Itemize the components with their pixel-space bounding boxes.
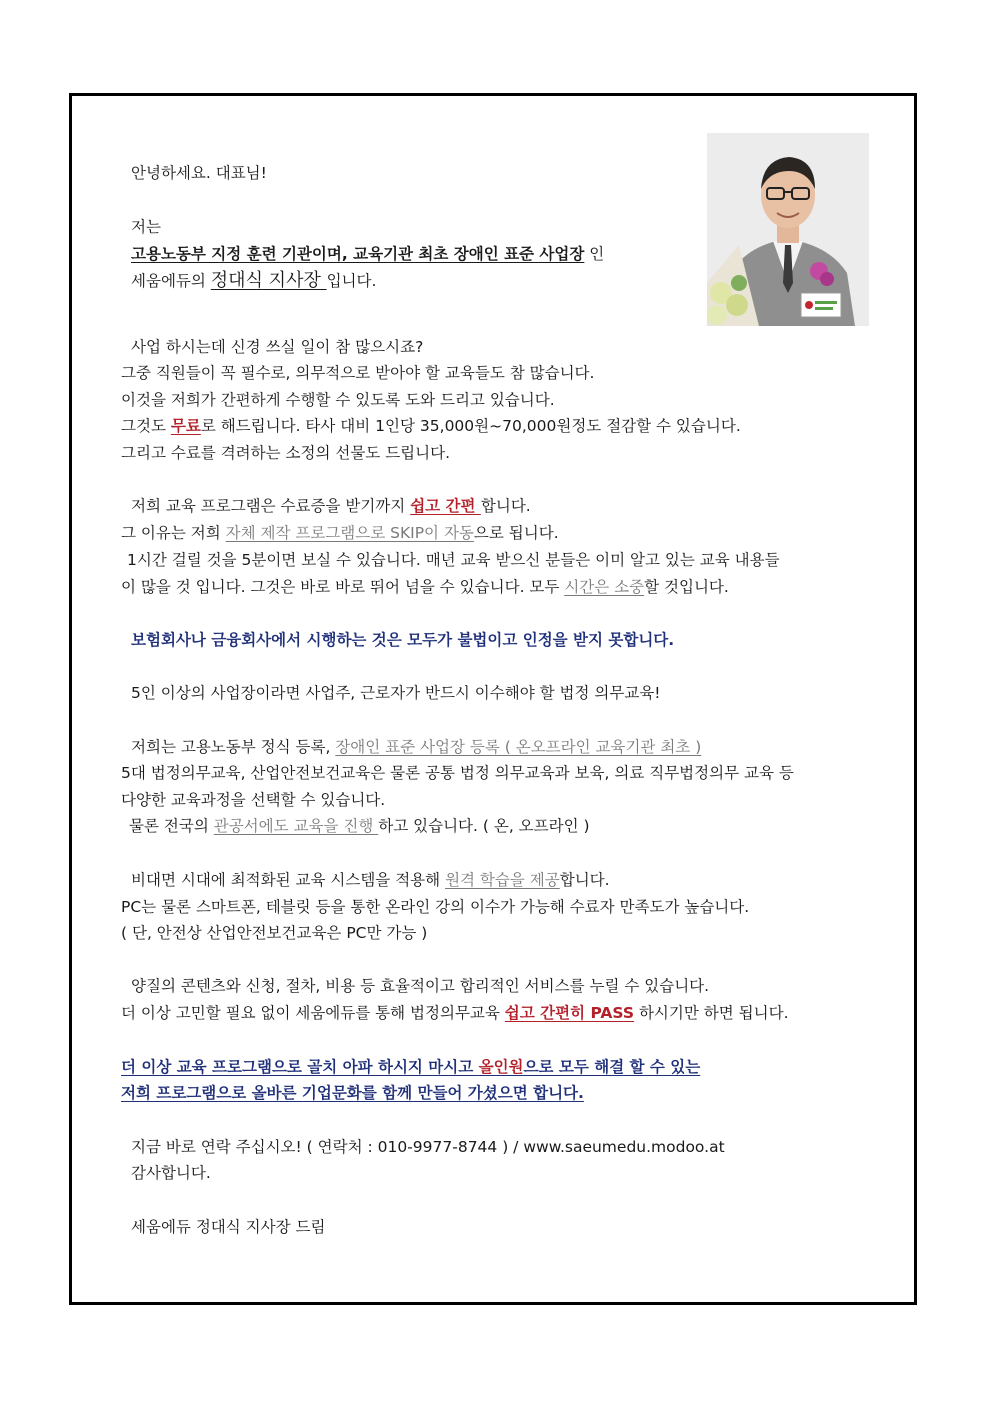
easy-highlight: 쉽고 간편: [410, 497, 481, 515]
p2-line-4: 이 많을 것 입니다. 그것은 바로 바로 뛰어 넘을 수 있습니다. 모두 시간은 소중할 것입니다.: [121, 578, 729, 596]
intro-line-3: 세움에듀의 정대식 지사장 입니다.: [131, 270, 377, 291]
remote-highlight: 원격 학습을 제공: [445, 871, 560, 889]
p2-line-3: 1시간 걸릴 것을 5분이면 보실 수 있습니다. 매년 교육 받으신 분들은 이미 알고 있는 교육 내용들: [127, 551, 780, 569]
intro-line-1: 저는: [131, 218, 161, 236]
signature-line: 세움에듀 정대식 지사장 드림: [131, 1218, 326, 1236]
all-in-one-highlight: 올인원: [478, 1058, 524, 1076]
p5-line-1: 비대면 시대에 최적화된 교육 시스템을 적용해 원격 학습을 제공합니다.: [131, 871, 610, 889]
p4-line-3: 다양한 교육과정을 선택할 수 있습니다.: [121, 791, 386, 809]
p4-line-1: 저희는 고용노동부 정식 등록, 장애인 표준 사업장 등록 ( 온오프라인 교육기관 최초 ): [131, 738, 702, 756]
p1-line-4: 그것도 무료로 해드립니다. 타사 대비 1인당 35,000원~70,000원정도 절감할 수 있습니다.: [121, 417, 741, 435]
contact-line: 지금 바로 연락 주십시오! ( 연락처 : 010-9977-8744 ) / www.saeumedu.modoo.at: [131, 1138, 725, 1156]
government-highlight: 관공서에도 교육을 진행: [213, 817, 379, 835]
intro-credential: 고용노동부 지정 훈련 기관이며, 교육기관 최초 장애인 표준 사업장: [131, 245, 585, 263]
p6-line-2: 더 이상 고민할 필요 없이 세움에듀를 통해 법정의무교육 쉽고 간편히 PASS 하시기만 하면 됩니다.: [121, 1004, 789, 1022]
warning-line: 보험회사나 금융회사에서 시행하는 것은 모두가 불법이고 인정을 받지 못합니다.: [131, 631, 675, 649]
p1-line-2: 그중 직원들이 꼭 필수로, 의무적으로 받아야 할 교육들도 참 많습니다.: [121, 364, 595, 382]
p1-line-1: 사업 하시는데 신경 쓰실 일이 참 많으시죠?: [131, 338, 424, 356]
p2-line-1: 저희 교육 프로그램은 수료증을 받기까지 쉽고 간편 합니다.: [131, 497, 531, 515]
p3-line: 5인 이상의 사업장이라면 사업주, 근로자가 반드시 이수해야 할 법정 의무교육!: [131, 684, 661, 702]
pass-highlight: 쉽고 간편히 PASS: [504, 1004, 635, 1022]
p6-line-1: 양질의 콘텐츠와 신청, 절차, 비용 등 효율적이고 합리적인 서비스를 누릴 수 있습니다.: [131, 977, 710, 995]
closing-line-2: 저희 프로그램으로 올바른 기업문화를 함께 만들어 가셨으면 합니다.: [121, 1084, 584, 1102]
p1-line-3: 이것을 저희가 간편하게 수행할 수 있도록 도와 드리고 있습니다.: [121, 391, 555, 409]
intro-line-2: 고용노동부 지정 훈련 기관이며, 교육기관 최초 장애인 표준 사업장 인: [131, 245, 605, 263]
time-highlight: 시간은 소중: [564, 578, 645, 596]
p4-line-4: 물론 전국의 관공서에도 교육을 진행 하고 있습니다. ( 온, 오프라인 ): [129, 817, 590, 835]
registration-highlight: 장애인 표준 사업장 등록 ( 온오프라인 교육기관 최초 ): [335, 738, 702, 756]
skip-highlight: 자체 제작 프로그램으로 SKIP이 자동: [225, 524, 474, 542]
closing-line-1: 더 이상 교육 프로그램으로 골치 아파 하시지 마시고 올인원으로 모두 해결 할 수 있는: [121, 1058, 701, 1076]
p5-line-3: ( 단, 안전상 산업안전보건교육은 PC만 가능 ): [121, 924, 428, 942]
sender-name: 정대식 지사장: [210, 270, 327, 291]
greeting: 안녕하세요. 대표님!: [131, 164, 267, 182]
free-highlight: 무료: [170, 417, 201, 435]
p5-line-2: PC는 물론 스마트폰, 테블릿 등을 통한 온라인 강의 이수가 가능해 수료자 만족도가 높습니다.: [121, 898, 750, 916]
profile-photo: [707, 133, 869, 326]
p1-line-5: 그리고 수료를 격려하는 소정의 선물도 드립니다.: [121, 444, 451, 462]
p4-line-2: 5대 법정의무교육, 산업안전보건교육은 물론 공통 법정 의무교육과 보육, 의료 직무법정의무 교육 등: [121, 764, 794, 782]
p2-line-2: 그 이유는 저희 자체 제작 프로그램으로 SKIP이 자동으로 됩니다.: [121, 524, 559, 542]
thanks-line: 감사합니다.: [131, 1164, 211, 1182]
